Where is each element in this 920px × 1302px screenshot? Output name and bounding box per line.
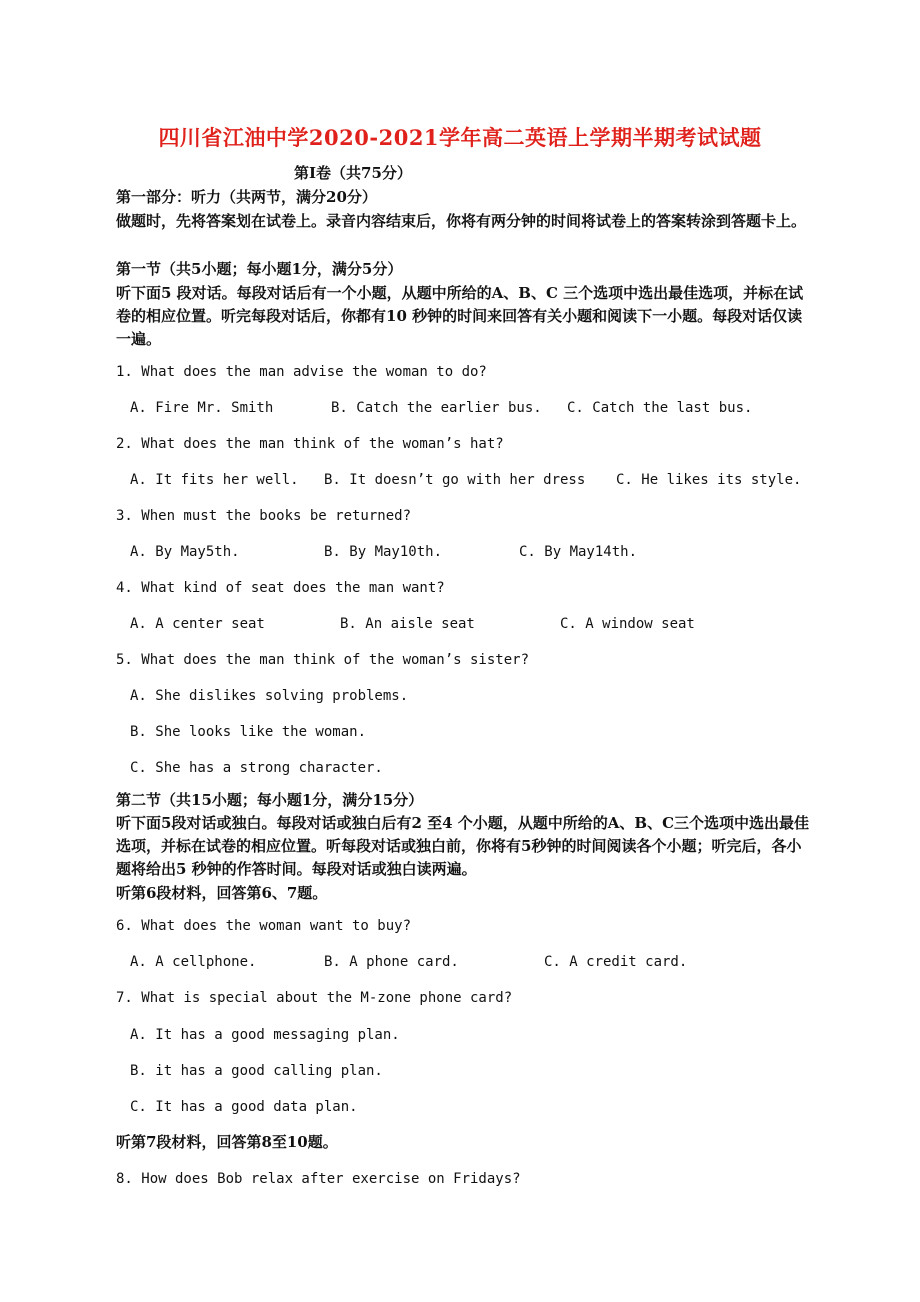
question-8: 8. How does Bob relax after exercise on Fridays?: [116, 1171, 521, 1187]
q3-option-a: A. By May5th.: [130, 544, 240, 560]
material-6-note: 听第6段材料，回答第6、7题。: [116, 884, 328, 902]
q3-option-b: B. By May10th.: [324, 544, 443, 560]
question-7: 7. What is special about the M-zone phone card?: [116, 990, 513, 1006]
section1-instructions: 听下面5 段对话。每段对话后有一个小题，从题中所给的A、B、C 三个选项中选出最佳选项，并标在试卷的相应位置。听完每段对话后，你都有10 秒钟的时间来回答有关小题和阅读下一小题。每段对话仅读一遍。: [116, 284, 804, 348]
q5-option-c: C. She has a strong character.: [130, 760, 383, 776]
page-title: 四川省江油中学2020-2021学年高二英语上学期半期考试试题: [158, 125, 762, 150]
q7-option-b: B. it has a good calling plan.: [130, 1063, 383, 1079]
question-1: 1. What does the man advise the woman to do?: [116, 364, 487, 380]
question-4: 4. What kind of seat does the man want?: [116, 580, 445, 596]
question-2: 2. What does the man think of the woman’s hat?: [116, 436, 504, 452]
q5-option-b: B. She looks like the woman.: [130, 724, 367, 740]
q1-option-a: A. Fire Mr. Smith: [130, 400, 274, 416]
q4-option-b: B. An aisle seat: [340, 616, 475, 632]
section1-heading: 第一节（共5小题；每小题1分，满分5分）: [116, 260, 403, 278]
volume-heading: 第Ⅰ卷（共75分）: [294, 164, 412, 182]
material-7-note: 听第7段材料，回答第8至10题。: [116, 1133, 338, 1151]
q3-option-c: C. By May14th.: [519, 544, 638, 560]
q1-option-c: C. Catch the last bus.: [567, 400, 753, 416]
q6-option-c: C. A credit card.: [544, 954, 688, 970]
question-6: 6. What does the woman want to buy?: [116, 918, 412, 934]
part1-heading: 第一部分：听力（共两节，满分20分）: [116, 188, 377, 206]
q4-option-a: A. A center seat: [130, 616, 265, 632]
q6-option-a: A. A cellphone.: [130, 954, 257, 970]
q7-option-a: A. It has a good messaging plan.: [130, 1027, 400, 1043]
q1-option-b: B. Catch the earlier bus.: [331, 400, 542, 416]
q7-option-c: C. It has a good data plan.: [130, 1099, 358, 1115]
question-3: 3. When must the books be returned?: [116, 508, 412, 524]
q5-option-a: A. She dislikes solving problems.: [130, 688, 409, 704]
q2-option-b: B. It doesn’t go with her dress: [324, 472, 586, 488]
section2-instructions: 听下面5段对话或独白。每段对话或独白后有2 至4 个小题，从题中所给的A、B、C三个选项中选出最佳选项，并标在试卷的相应位置。听每段对话或独白前，你将有5秒钟的时间阅读各个小题；听完后，各小题将给出5 秒钟的作答时间。每段对话或独白读两遍。: [116, 814, 810, 878]
question-5: 5. What does the man think of the woman’s sister?: [116, 652, 530, 668]
part1-instructions: 做题时，先将答案划在试卷上。录音内容结束后，你将有两分钟的时间将试卷上的答案转涂到答题卡上。: [116, 212, 807, 230]
q2-option-a: A. It fits her well.: [130, 472, 299, 488]
q6-option-b: B. A phone card.: [324, 954, 459, 970]
section2-heading: 第二节（共15小题；每小题1分，满分15分）: [116, 791, 424, 809]
q4-option-c: C. A window seat: [560, 616, 695, 632]
q2-option-c: C. He likes its style.: [616, 472, 802, 488]
